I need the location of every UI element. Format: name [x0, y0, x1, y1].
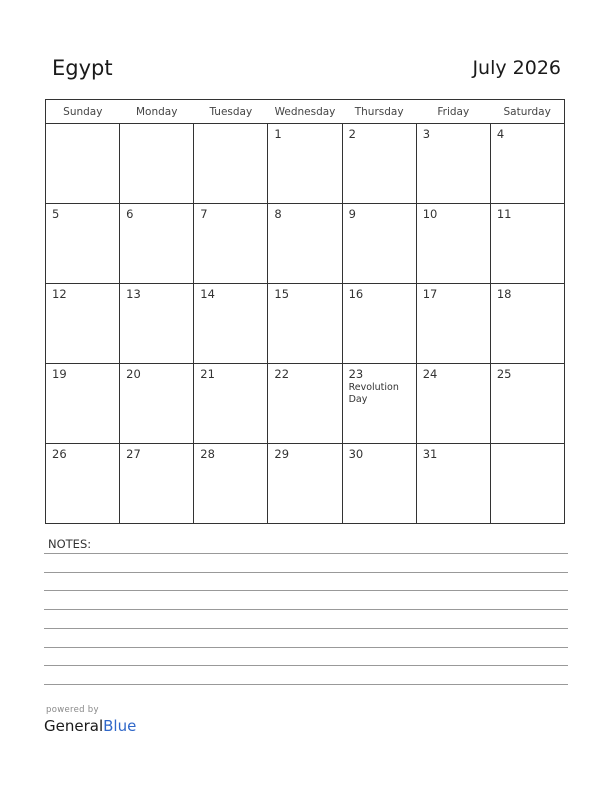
day-cell [490, 444, 564, 524]
day-cell [416, 124, 490, 204]
day-cell-holiday [342, 364, 416, 444]
day-cell [46, 364, 120, 444]
day-number: 23 [348, 367, 364, 381]
day-number: 2 [348, 127, 356, 141]
weekday-tuesday: Tuesday [194, 100, 268, 124]
day-number: 8 [274, 207, 282, 221]
note-line [44, 647, 568, 648]
weekday-wednesday: Wednesday [268, 100, 342, 124]
month-title: July 2026 [472, 57, 561, 79]
weekday-monday: Monday [120, 100, 194, 124]
day-number: 14 [200, 287, 215, 301]
day-cell [46, 284, 120, 364]
day-number: 7 [200, 207, 208, 221]
day-number: 13 [126, 287, 141, 301]
day-number: 11 [496, 207, 512, 221]
powered-by-text: powered by [46, 705, 99, 715]
day-cell [342, 284, 416, 364]
day-number: 1 [274, 127, 282, 141]
day-number: 22 [274, 367, 290, 381]
day-number: 17 [422, 287, 438, 301]
weekday-friday: Friday [416, 100, 490, 124]
generalblue-logo [44, 717, 136, 735]
note-line [44, 590, 568, 591]
day-number: 9 [348, 207, 356, 221]
day-cell [46, 204, 120, 284]
day-number: 20 [126, 367, 141, 381]
day-cell [46, 124, 120, 204]
day-number: 3 [422, 127, 431, 141]
day-cell [490, 284, 564, 364]
day-number: 15 [274, 287, 290, 301]
day-cell [342, 204, 416, 284]
day-cell [342, 124, 416, 204]
day-cell [268, 364, 342, 444]
note-line [44, 553, 568, 554]
week-row [46, 444, 565, 524]
day-cell [416, 284, 490, 364]
day-number: 18 [496, 287, 512, 301]
day-cell [416, 364, 490, 444]
day-cell [120, 204, 194, 284]
day-cell [194, 204, 268, 284]
day-cell [490, 124, 564, 204]
day-number: 12 [52, 287, 67, 301]
weekday-saturday: Saturday [490, 100, 564, 124]
day-number: 30 [348, 447, 364, 461]
country-title: Egypt [52, 56, 113, 80]
weekday-sunday: Sunday [46, 100, 120, 124]
day-cell [194, 444, 268, 524]
notes-label: NOTES: [48, 537, 92, 551]
week-row [46, 124, 565, 204]
day-cell [268, 444, 342, 524]
day-cell [120, 364, 194, 444]
day-number: 21 [200, 367, 215, 381]
day-number: 4 [496, 127, 505, 141]
note-line [44, 665, 568, 666]
note-line [44, 628, 568, 629]
day-number: 24 [422, 367, 438, 381]
day-cell [120, 284, 194, 364]
day-number: 28 [200, 447, 215, 461]
day-number: 5 [52, 207, 60, 221]
week-row [46, 204, 565, 284]
day-number: 29 [274, 447, 290, 461]
day-cell [194, 284, 268, 364]
note-line [44, 684, 568, 685]
day-cell [490, 204, 564, 284]
brand-general-text: General [44, 717, 104, 735]
day-number: 19 [52, 367, 67, 381]
week-row [46, 364, 565, 444]
day-number: 26 [52, 447, 67, 461]
day-number: 16 [348, 287, 364, 301]
holiday-label: Revolution Day [348, 382, 399, 405]
day-cell [120, 124, 194, 204]
week-row [46, 284, 565, 364]
day-cell [342, 444, 416, 524]
note-line [44, 609, 568, 610]
day-number: 31 [422, 447, 438, 461]
weekday-thursday: Thursday [342, 100, 416, 124]
note-line [44, 572, 568, 573]
day-cell [194, 364, 268, 444]
day-cell [46, 444, 120, 524]
day-cell [268, 204, 342, 284]
day-cell [416, 204, 490, 284]
calendar-grid [45, 99, 565, 524]
day-number: 10 [422, 207, 438, 221]
day-cell [268, 124, 342, 204]
day-cell [194, 124, 268, 204]
day-cell [120, 444, 194, 524]
day-cell [490, 364, 564, 444]
day-cell [416, 444, 490, 524]
day-number: 27 [126, 447, 141, 461]
weekday-header-row [46, 100, 565, 124]
day-number: 25 [496, 367, 512, 381]
brand-blue-text: Blue [103, 717, 137, 735]
day-cell [268, 284, 342, 364]
day-number: 6 [126, 207, 134, 221]
